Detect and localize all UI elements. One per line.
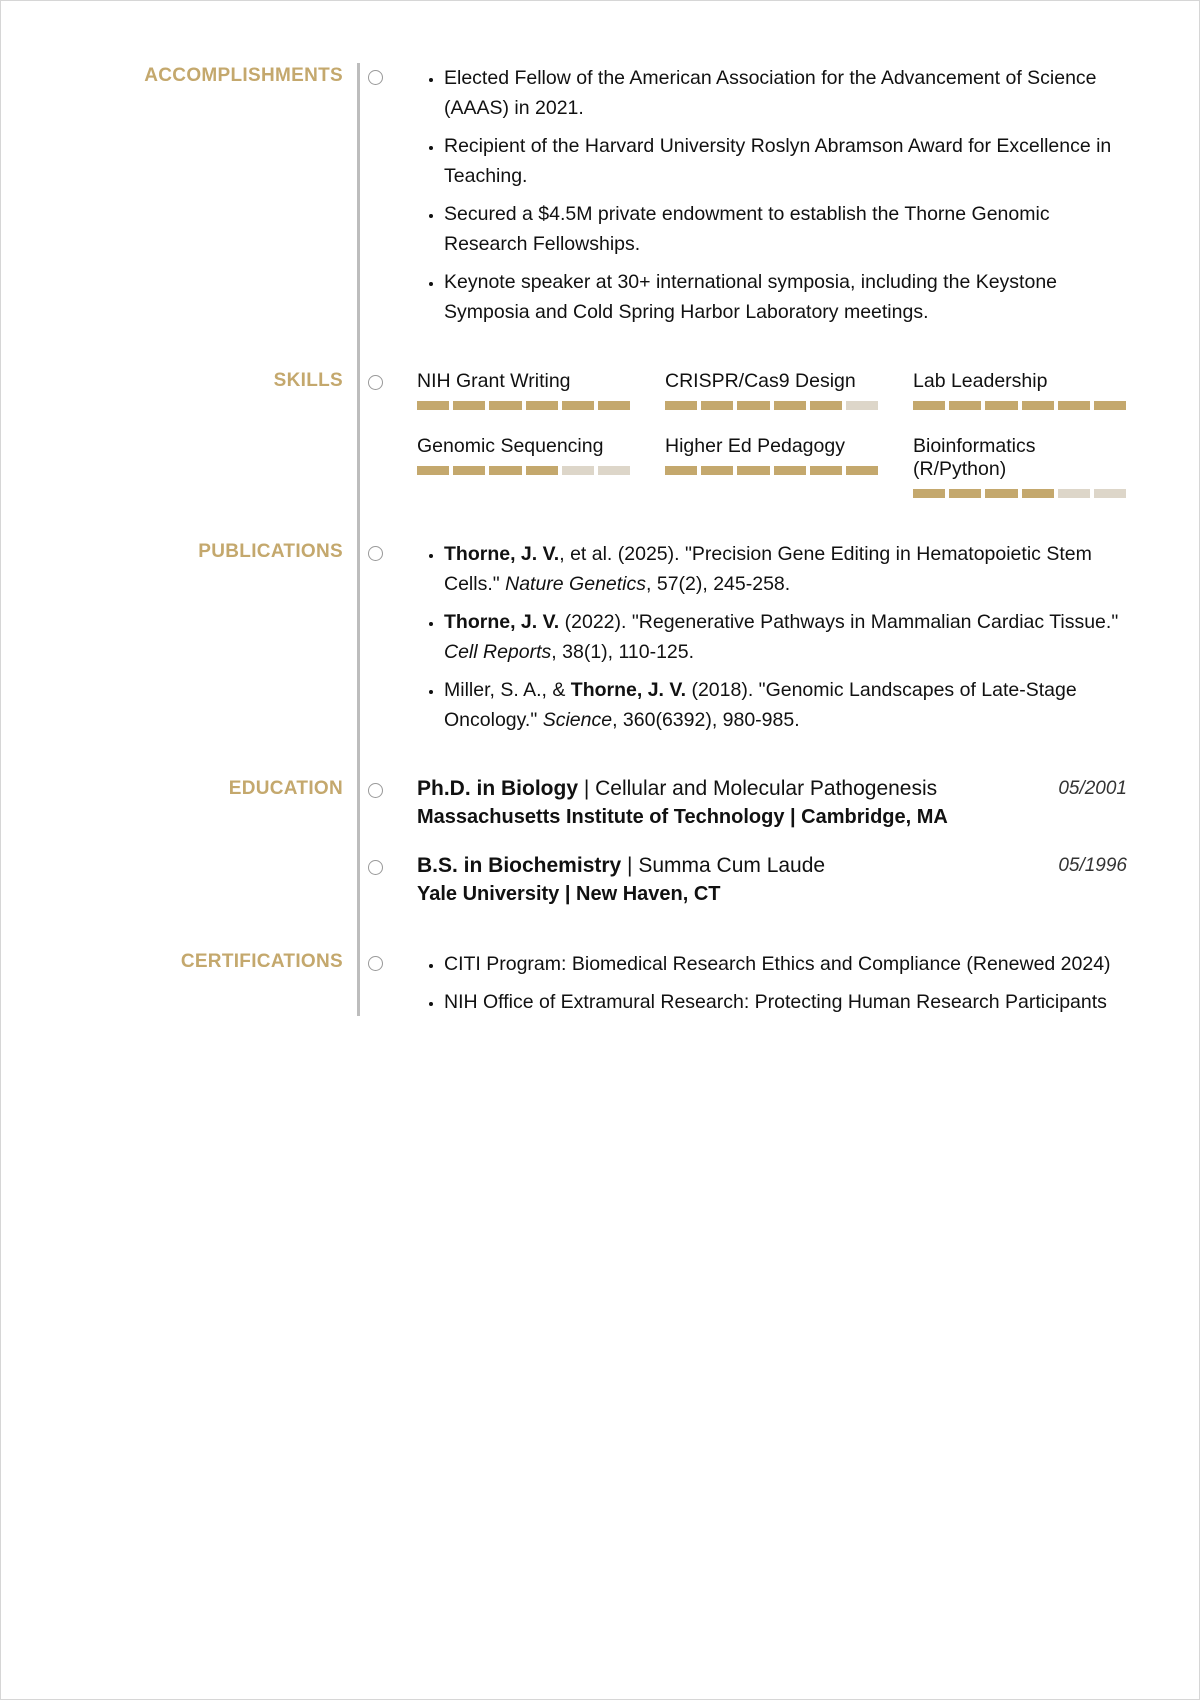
list-item: • NIH Office of Extramural Research: Protecting Human Research Participants <box>444 987 1137 1017</box>
skill-bar-empty <box>846 401 878 410</box>
skill-bar-filled <box>985 401 1017 410</box>
publication-citation: , 38(1), 110-125. <box>551 641 695 663</box>
publication-author: Thorne, J. V. <box>570 679 687 701</box>
skill-bar-filled <box>1022 489 1054 498</box>
skill-bar-filled <box>1058 401 1090 410</box>
skill-item <box>665 435 878 475</box>
skill-item <box>417 370 630 410</box>
publication-item <box>444 539 1127 599</box>
skill-bar-filled <box>701 466 733 475</box>
skill-bar-filled <box>985 489 1017 498</box>
section-title: EDUCATION <box>228 778 343 799</box>
degree-separator: | <box>621 854 639 877</box>
timeline-circle-icon <box>368 956 383 971</box>
timeline-circle-icon <box>368 70 383 85</box>
skill-bar-filled <box>810 401 842 410</box>
skill-bar-filled <box>737 466 769 475</box>
timeline-circle-icon <box>368 783 383 798</box>
skill-level-meter <box>417 466 630 475</box>
skill-item <box>665 370 878 410</box>
skill-bar-filled <box>913 489 945 498</box>
skill-bar-empty <box>562 466 594 475</box>
section-title: PUBLICATIONS <box>198 541 343 562</box>
degree-date: 05/1996 <box>1058 855 1127 876</box>
school-line: Yale University | New Haven, CT <box>417 883 721 905</box>
skill-bar-filled <box>1022 401 1054 410</box>
publication-title: (2022). "Regenerative Pathways in Mammalian Cardiac Tissue." <box>559 611 1119 633</box>
publication-author: Thorne, J. V. <box>444 543 560 565</box>
skill-level-meter <box>913 489 1126 498</box>
skill-bar-filled <box>774 466 806 475</box>
degree-name: B.S. in Biochemistry <box>417 854 622 877</box>
school-line: Massachusetts Institute of Technology | Cambridge, MA <box>417 806 948 828</box>
skill-bar-filled <box>526 466 558 475</box>
publication-journal: Science <box>542 709 613 731</box>
publication-item <box>444 607 1127 667</box>
timeline-circle-icon <box>368 860 383 875</box>
publication-title: , et al. (2025). "Precision Gene Editing in Hematopoietic Stem Cells." <box>444 543 1092 595</box>
timeline-circle-icon <box>368 546 383 561</box>
skill-name: Genomic Sequencing <box>417 435 604 457</box>
skill-item <box>417 435 630 475</box>
publication-author: Thorne, J. V. <box>444 611 560 633</box>
publication-prefix: Miller, S. A., & <box>444 679 571 701</box>
skill-bar-filled <box>526 401 558 410</box>
publication-journal: Nature Genetics <box>505 573 647 595</box>
publication-citation: , 57(2), 245-258. <box>646 573 791 595</box>
publication-citation: , 360(6392), 980-985. <box>612 709 800 731</box>
skill-item <box>913 435 1126 498</box>
section-title: ACCOMPLISHMENTS <box>144 65 343 86</box>
skill-bar-filled <box>810 466 842 475</box>
skill-bar-filled <box>453 466 485 475</box>
skill-level-meter <box>665 401 878 410</box>
skill-bar-filled <box>774 401 806 410</box>
skill-bar-filled <box>913 401 945 410</box>
skill-bar-filled <box>737 401 769 410</box>
skill-bar-filled <box>417 466 449 475</box>
list-item: • Recipient of the Harvard University Roslyn Abramson Award for Excellence in Teaching. <box>444 131 1127 191</box>
list-item: • CITI Program: Biomedical Research Ethics and Compliance (Renewed 2024) <box>444 949 1137 979</box>
publication-item <box>444 675 1127 735</box>
skill-bar-filled <box>846 466 878 475</box>
skill-bar-empty <box>598 466 630 475</box>
section-title: CERTIFICATIONS <box>180 951 343 972</box>
skill-name: Lab Leadership <box>913 370 1048 392</box>
degree-name: Ph.D. in Biology <box>417 777 578 800</box>
skill-bar-filled <box>701 401 733 410</box>
education-entry <box>417 852 1127 908</box>
skill-name: Higher Ed Pedagogy <box>665 435 845 457</box>
degree-detail: Summa Cum Laude <box>638 854 826 877</box>
skill-bar-filled <box>1094 401 1126 410</box>
skill-bar-filled <box>949 489 981 498</box>
skill-bar-filled <box>417 401 449 410</box>
timeline-divider <box>357 63 360 1016</box>
education-entry <box>417 775 1127 831</box>
skill-bar-filled <box>562 401 594 410</box>
degree-date: 05/2001 <box>1058 778 1127 799</box>
skill-bar-filled <box>489 466 521 475</box>
degree-separator: | <box>578 777 596 800</box>
skill-bar-empty <box>1058 489 1090 498</box>
list-item: • Elected Fellow of the American Association for the Advancement of Science (AAAS) in 2021. <box>444 63 1127 123</box>
accomplishments-list <box>417 63 1127 335</box>
skill-bar-filled <box>949 401 981 410</box>
skill-item <box>913 370 1126 410</box>
degree-detail: Cellular and Molecular Pathogenesis <box>595 777 938 800</box>
skill-level-meter <box>417 401 630 410</box>
timeline-circle-icon <box>368 375 383 390</box>
skill-bar-empty <box>1094 489 1126 498</box>
publications-list <box>417 539 1127 743</box>
publication-title: (2018). "Genomic Landscapes of Late-Stage Oncology." <box>444 679 1077 731</box>
skill-name: Bioinformatics (R/Python) <box>913 435 1036 480</box>
skill-level-meter <box>913 401 1126 410</box>
list-item: • Secured a $4.5M private endowment to establish the Thorne Genomic Research Fellowships. <box>444 199 1127 259</box>
section-title: SKILLS <box>273 370 343 391</box>
list-item: • Keynote speaker at 30+ international symposia, including the Keystone Symposia and Cold Spring Harbor Laboratory meetings. <box>444 267 1127 327</box>
skill-bar-filled <box>598 401 630 410</box>
degree-line <box>417 852 1127 880</box>
degree-line <box>417 775 1127 803</box>
certifications-list <box>417 949 1137 1025</box>
skill-bar-filled <box>665 466 697 475</box>
skill-bar-filled <box>489 401 521 410</box>
skill-bar-filled <box>665 401 697 410</box>
skill-level-meter <box>665 466 878 475</box>
skill-bar-filled <box>453 401 485 410</box>
publication-journal: Cell Reports <box>444 641 552 663</box>
skill-name: CRISPR/Cas9 Design <box>665 370 856 392</box>
skill-name: NIH Grant Writing <box>417 370 571 392</box>
